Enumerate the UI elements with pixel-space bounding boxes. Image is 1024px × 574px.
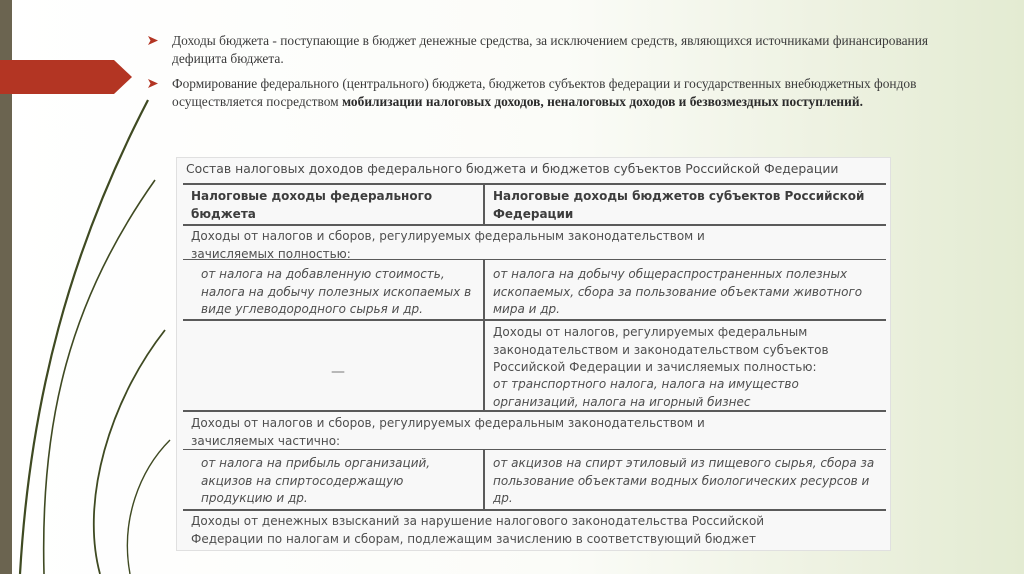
bullet-arrow-icon — [148, 79, 158, 88]
red-accent-tab — [0, 60, 132, 94]
section1-title: Доходы от налогов и сборов, регулируемых федеральным законодательством и зачисляемых полностью: — [191, 229, 705, 261]
tax-revenue-table — [176, 157, 891, 551]
row2-col2-detail: от транспортного налога, налога на имущество организаций, налога на игорный бизнес — [493, 377, 799, 409]
row1-col1: от налога на добавленную стоимость, налога на добычу полезных ископаемых в виде углеводородного сырья и др. — [201, 267, 472, 316]
row3-col1: от налога на прибыль организаций, акцизов на спиртосодержащую продукцию и др. — [201, 456, 431, 505]
bullet-list — [148, 32, 978, 118]
bullet-arrow-icon — [148, 36, 158, 45]
section2-title: Доходы от налогов и сборов, регулируемых федеральным законодательством и зачисляемых частично: — [191, 416, 705, 448]
col2-header: Налоговые доходы бюджетов субъектов Российской Федерации — [493, 189, 865, 221]
table-caption: Состав налоговых доходов федерального бюджета и бюджетов субъектов Российской Федерации — [186, 161, 839, 176]
row2-col1-dash: — — [331, 364, 345, 380]
bullet-text-2: Формирование федерального (центрального) бюджета, бюджетов субъектов федерации и государственных внебюджетных фондов осуществляется посредством — [172, 76, 917, 109]
col1-header: Налоговые доходы федерального бюджета — [191, 189, 433, 221]
row3-col2: от акцизов на спирт этиловый из пищевого сырья, сбора за пользование объектами водных биологических ресурсов и др. — [493, 456, 875, 505]
bullet-item-1 — [148, 32, 978, 67]
bullet-text-2-bold: мобилизации налоговых доходов, неналоговых доходов и безвозмездных поступлений. — [341, 93, 863, 109]
row1-col2: от налога на добычу общераспространенных полезных ископаемых, сбора за пользование объектами животного мира и др. — [493, 267, 863, 316]
bullet-item-2 — [148, 75, 978, 110]
row2-col2-intro: Доходы от налогов, регулируемых федеральным законодательством и законодательством субъектов Российской Федерации и зачисляемых полностью: — [493, 325, 829, 374]
section3-title: Доходы от денежных взысканий за нарушение налогового законодательства Российской Федерации по налогам и сборам, подлежащим зачислению в соответствующий бюджет — [191, 514, 765, 546]
table-line — [183, 183, 886, 185]
table-grid — [183, 183, 886, 547]
bullet-text-1: Доходы бюджета - поступающие в бюджет денежные средства, за исключением средств, являющихся источниками финансирования дефицита бюджета. — [172, 33, 929, 66]
